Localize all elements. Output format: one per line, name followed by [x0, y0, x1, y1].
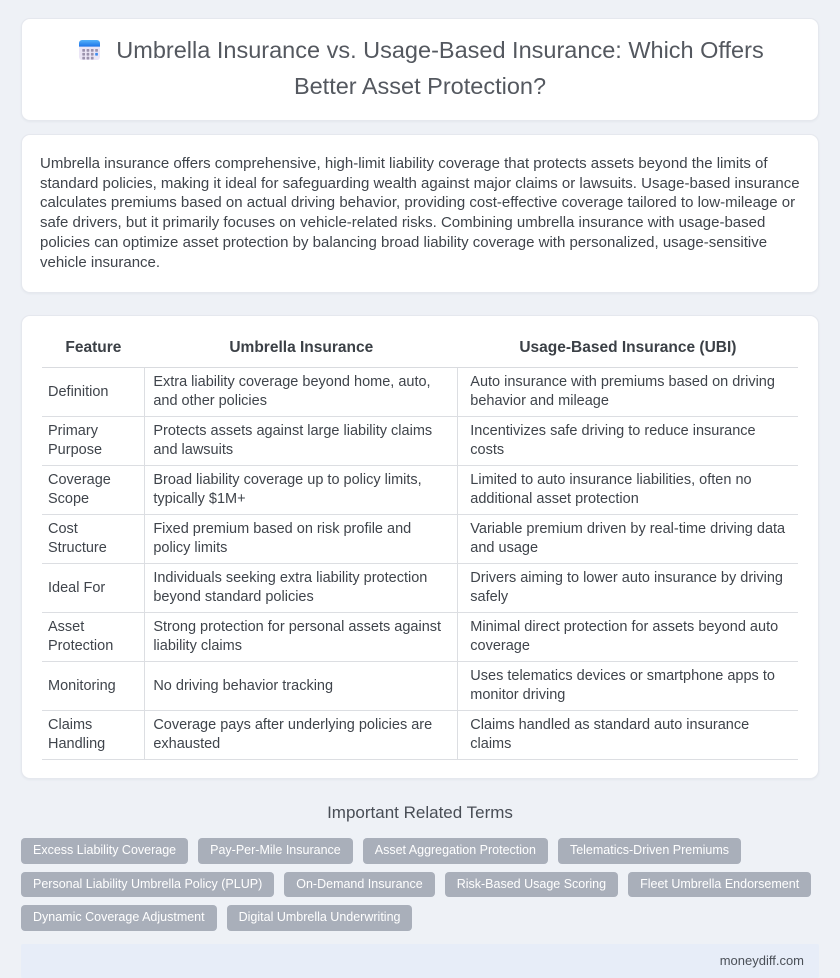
feature-cell: Primary Purpose	[42, 417, 145, 466]
table-body	[42, 368, 798, 760]
ubi-cell: Auto insurance with premiums based on driving behavior and mileage	[458, 368, 798, 417]
ubi-cell: Incentivizes safe driving to reduce insurance costs	[458, 417, 798, 466]
footer-bar	[21, 944, 819, 978]
table-row	[42, 515, 798, 564]
term-chip: Asset Aggregation Protection	[363, 838, 548, 864]
table-row	[42, 613, 798, 662]
column-header: Umbrella Insurance	[145, 336, 458, 368]
related-terms-heading: Important Related Terms	[327, 803, 513, 823]
term-chip: Dynamic Coverage Adjustment	[21, 905, 217, 931]
ubi-cell: Minimal direct protection for assets beyond auto coverage	[458, 613, 798, 662]
table-row	[42, 417, 798, 466]
ubi-cell: Variable premium driven by real-time driving data and usage	[458, 515, 798, 564]
table-head-row	[42, 336, 798, 368]
table-row	[42, 368, 798, 417]
feature-cell: Definition	[42, 368, 145, 417]
footer-site-name: moneydiff.com	[719, 953, 804, 969]
related-terms-list	[21, 838, 819, 931]
umbrella-cell: Individuals seeking extra liability protection beyond standard policies	[145, 564, 458, 613]
term-chip: Pay-Per-Mile Insurance	[198, 838, 353, 864]
summary-card	[21, 134, 819, 293]
feature-cell: Asset Protection	[42, 613, 145, 662]
term-chip: Fleet Umbrella Endorsement	[628, 872, 811, 898]
ubi-cell: Claims handled as standard auto insurance claims	[458, 711, 798, 760]
umbrella-cell: Coverage pays after underlying policies are exhausted	[145, 711, 458, 760]
feature-cell: Ideal For	[42, 564, 145, 613]
table-row	[42, 711, 798, 760]
page-title-text: Umbrella Insurance vs. Usage-Based Insurance: Which Offers Better Asset Protection?	[116, 36, 764, 99]
table-row	[42, 466, 798, 515]
comparison-table-card	[21, 315, 819, 779]
feature-cell: Cost Structure	[42, 515, 145, 564]
ubi-cell: Uses telematics devices or smartphone apps to monitor driving	[458, 662, 798, 711]
umbrella-cell: Broad liability coverage up to policy limits, typically $1M+	[145, 466, 458, 515]
calendar-icon	[76, 36, 103, 71]
term-chip: Risk-Based Usage Scoring	[445, 872, 618, 898]
term-chip: Excess Liability Coverage	[21, 838, 188, 864]
umbrella-cell: Protects assets against large liability claims and lawsuits	[145, 417, 458, 466]
table-row	[42, 662, 798, 711]
umbrella-cell: No driving behavior tracking	[145, 662, 458, 711]
umbrella-cell: Strong protection for personal assets against liability claims	[145, 613, 458, 662]
feature-cell: Coverage Scope	[42, 466, 145, 515]
term-chip: Digital Umbrella Underwriting	[227, 905, 413, 931]
column-header: Feature	[42, 336, 145, 368]
table-row	[42, 564, 798, 613]
comparison-table	[42, 336, 798, 760]
column-header: Usage-Based Insurance (UBI)	[458, 336, 798, 368]
feature-cell: Monitoring	[42, 662, 145, 711]
umbrella-cell: Fixed premium based on risk profile and policy limits	[145, 515, 458, 564]
term-chip: On-Demand Insurance	[284, 872, 434, 898]
umbrella-cell: Extra liability coverage beyond home, auto, and other policies	[145, 368, 458, 417]
term-chip: Personal Liability Umbrella Policy (PLUP)	[21, 872, 274, 898]
title-card	[21, 18, 819, 121]
summary-text: Umbrella insurance offers comprehensive, high-limit liability coverage that protects assets beyond the limits of standard policies, making it ideal for safeguarding wealth against major claims or lawsuits. Usage-based insurance calculates premiums based on actual driving behavior, providing cost-effective coverage tailored to low-mileage or safe drivers, but it primarily focuses on vehicle-related risks. Combining umbrella insurance with usage-based policies can optimize asset protection by balancing broad liability coverage with personalized, usage-sensitive vehicle insurance.	[40, 155, 800, 271]
ubi-cell: Limited to auto insurance liabilities, often no additional asset protection	[458, 466, 798, 515]
ubi-cell: Drivers aiming to lower auto insurance by driving safely	[458, 564, 798, 613]
term-chip: Telematics-Driven Premiums	[558, 838, 741, 864]
feature-cell: Claims Handling	[42, 711, 145, 760]
page-title	[46, 35, 794, 102]
